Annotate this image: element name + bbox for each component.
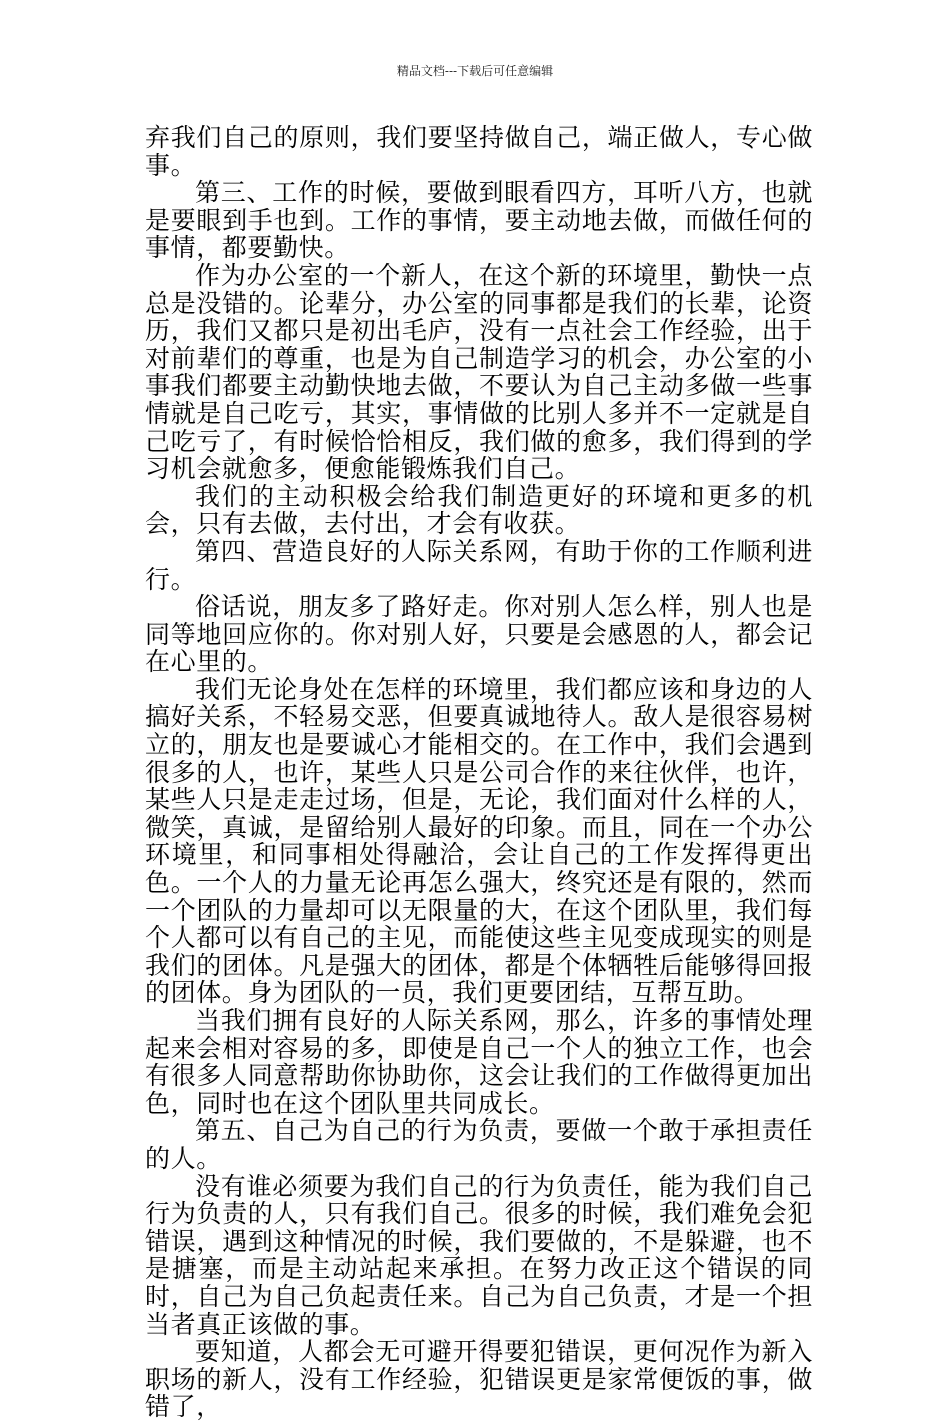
paragraph-3: 作为办公室的一个新人，在这个新的环境里，勤快一点总是没错的。论辈分，办公室的同事都是我们的长辈，论资历，我们又都只是初出毛庐，没有一点社会工作经验，出于对前辈们的尊重，也是为自己制造学习的机会，办公室的小事我们都要主动勤快地去做，不要认为自己主动多做一些事情就是自己吃亏，其实，事情做的比别人多并不一定就是自己吃亏了，有时候恰恰相反，我们做的愈多，我们得到的学习机会就愈多，便愈能锻炼我们自己。 [145, 260, 813, 484]
paragraph-9: 第五、自己为自己的行为负责，要做一个敢于承担责任的人。 [145, 1116, 813, 1173]
paragraph-5: 第四、营造良好的人际关系网，有助于你的工作顺利进行。 [145, 536, 813, 594]
paragraph-11: 要知道，人都会无可避开得要犯错误，更何况作为新入职场的新人，没有工作经验，犯错误更是家常便饭的事，做错了， [145, 1337, 813, 1421]
paragraph-8: 当我们拥有良好的人际关系网，那么，许多的事情处理起来会相对容易的多，即使是自己一个人的独立工作，也会有很多人同意帮助你协助你，这会让我们的工作做得更加出色，同时也在这个团队里共同成长。 [145, 1006, 813, 1118]
paragraph-7: 我们无论身处在怎样的环境里，我们都应该和身边的人搞好关系，不轻易交恶，但要真诚地待人。敌人是很容易树立的，朋友也是要诚心才能相交的。在工作中，我们会遇到很多的人，也许，某些人只是公司合作的来往伙伴，也许，某些人只是走走过场，但是，无论，我们面对什么样的人，微笑，真诚，是留给别人最好的印象。而且，同在一个办公环境里，和同事相处得融洽，会让自己的工作发挥得更出色。一个人的力量无论再怎么强大，终究还是有限的，然而一个团队的力量却可以无限量的大，在这个团队里，我们每个人都可以有自己的主见，而能使这些主见变成现实的则是我们的团体。凡是强大的团体，都是个体牺牲后能够得回报的团体。身为团队的一员，我们更要团结，互帮互助。 [145, 674, 813, 1008]
document-body [145, 124, 813, 1421]
paragraph-1: 弃我们自己的原则，我们要坚持做自己，端正做人，专心做事。 [145, 123, 813, 180]
page-header: 精品文档---下载后可任意编辑 [396, 64, 554, 78]
paragraph-6: 俗话说，朋友多了路好走。你对别人怎么样，别人也是同等地回应你的。你对别人好，只要是会感恩的人，都会记在心里的。 [145, 592, 813, 677]
paragraph-10: 没有谁必须要为我们自己的行为负责任，能为我们自己行为负责的人，只有我们自己。很多的时候，我们难免会犯错误，遇到这种情况的时候，我们要做的，不是躲避，也不是搪塞，而是主动站起来承担。在努力改正这个错误的同时，自己为自己负起责任来。自己为自己负责，才是一个担当者真正该做的事。 [145, 1171, 813, 1339]
paragraph-2: 第三、工作的时候，要做到眼看四方，耳听八方，也就是要眼到手也到。工作的事情，要主动地去做，而做任何的事情，都要勤快。 [145, 178, 813, 263]
paragraph-4: 我们的主动积极会给我们制造更好的环境和更多的机会，只有去做，去付出，才会有收获。 [145, 481, 813, 539]
